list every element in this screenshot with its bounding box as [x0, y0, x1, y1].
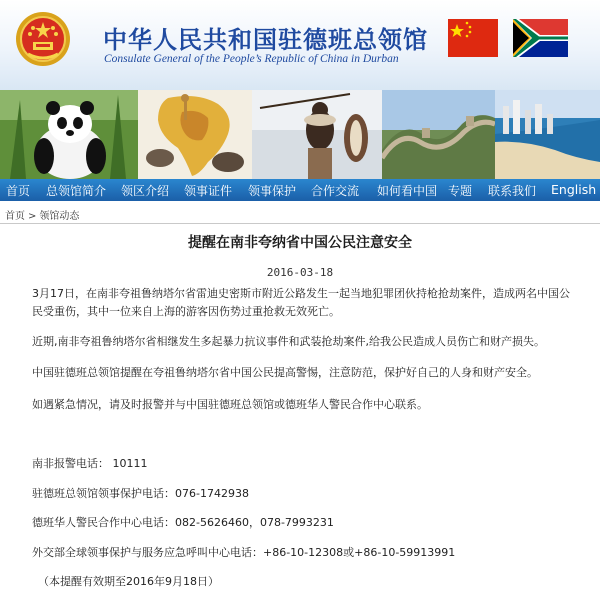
zulu-warrior-image [252, 90, 382, 179]
article-date: 2016-03-18 [266, 266, 334, 279]
nav-consular-documents[interactable]: 领事证件 [184, 184, 233, 198]
breadcrumb-home[interactable]: 首页 [5, 211, 25, 222]
article-paragraph-2: 近期,南非夸祖鲁纳塔尔省相继发生多起暴力抗议事件和武装抢劫案件,给我公民造成人员伤亡和财产损失。 [32, 335, 545, 348]
durban-beach-image [495, 90, 600, 179]
validity-note: （本提醒有效期至2016年9月18日） [38, 575, 219, 588]
breadcrumb-separator: > [28, 211, 37, 222]
nav-consulate-intro[interactable]: 总领馆简介 [46, 184, 107, 198]
south-africa-flag-icon [513, 19, 568, 57]
breadcrumb [5, 207, 82, 222]
panda-image [0, 90, 138, 179]
nav-contact-us[interactable]: 联系我们 [488, 184, 537, 198]
article-title: 提醒在南非夸纳省中国公民注意安全 [188, 235, 412, 251]
article-paragraph-1: 3月17日，在南非夸祖鲁纳塔尔省雷迪史密斯市附近公路发生一起当地犯罪团伙持枪抢劫案件，造成两名中国公民受重伤，其中一位来自上海的游客因伤势过重抢救无效死亡。 [32, 287, 570, 318]
breadcrumb-current[interactable]: 领馆动态 [39, 211, 80, 222]
contact-consulate-phone: 驻德班总领馆领事保护电话：076-1742938 [32, 487, 249, 500]
contact-cooperation-center-phone: 德班华人警民合作中心电话：082-5626460，078-7993231 [32, 516, 334, 529]
national-emblem-icon[interactable] [14, 10, 72, 68]
nav-cooperation[interactable]: 合作交流 [311, 184, 360, 198]
site-header [0, 0, 600, 90]
nav-consular-district[interactable]: 领区介绍 [121, 184, 170, 198]
great-wall-image [382, 90, 495, 179]
nav-english[interactable]: English [551, 182, 597, 197]
divider [0, 223, 600, 224]
article-paragraph-3: 中国驻德班总领馆提醒在夸祖鲁纳塔尔省中国公民提高警惕，注意防范，保护好自己的人身和财产安全。 [32, 366, 538, 379]
nav-consular-protection[interactable]: 领事保护 [248, 184, 297, 198]
contact-emergency-call-center: 外交部全球领事保护与服务应急呼叫中心电话：+86-10-12308或+86-10-59913991 [32, 546, 456, 559]
site-subtitle: Consulate General of the People’s Republic of China in Durban [104, 53, 399, 65]
main-nav [0, 179, 600, 201]
contact-police-phone: 南非报警电话： 10111 [32, 457, 148, 470]
china-flag-icon [448, 19, 498, 57]
nav-topics[interactable]: 专题 [448, 184, 473, 198]
nav-home[interactable]: 首页 [6, 184, 31, 198]
africa-wildlife-image [138, 90, 252, 179]
article-paragraph-4: 如遇紧急情况，请及时报警并与中国驻德班总领馆或德班华人警民合作中心联系。 [32, 398, 428, 411]
nav-how-to-see-china[interactable]: 如何看中国 [377, 184, 438, 198]
banner [0, 90, 600, 179]
site-title: 中华人民共和国驻德班总领馆 [103, 25, 428, 54]
